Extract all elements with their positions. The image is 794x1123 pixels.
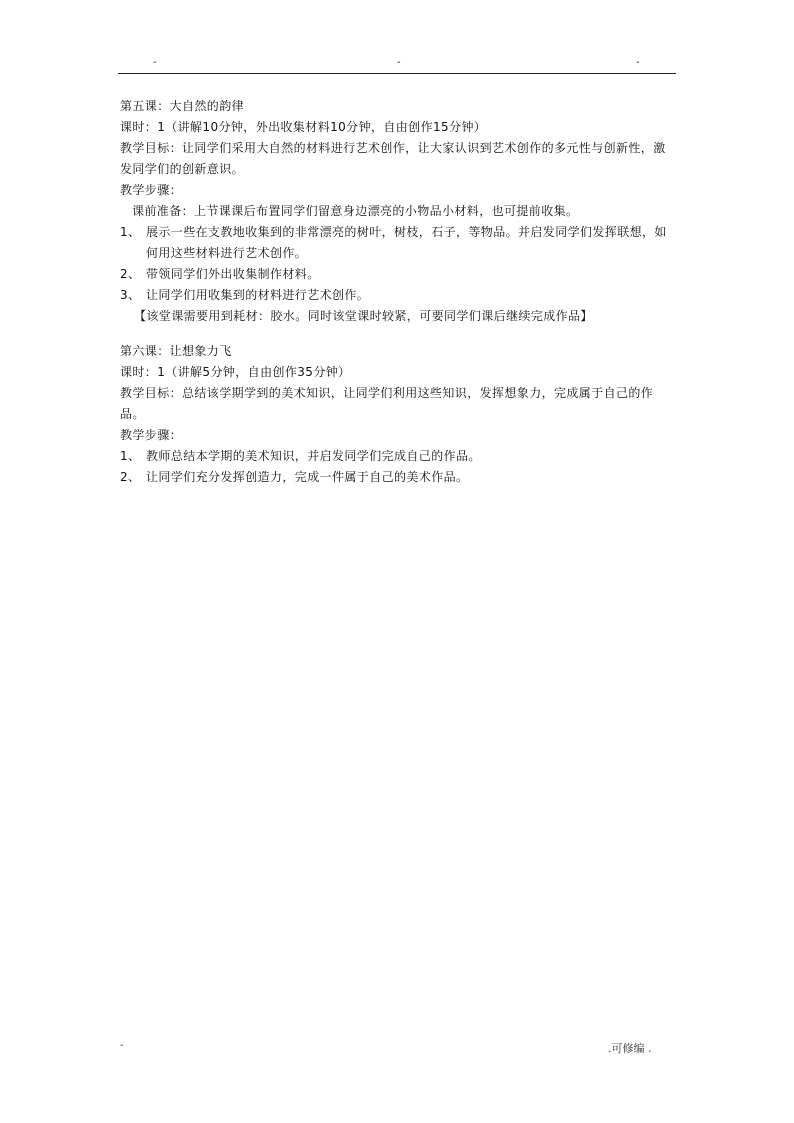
lesson-6-steps-heading: 教学步骤： [120, 428, 183, 442]
lesson-5-section [120, 96, 676, 327]
page-header [118, 55, 676, 74]
lesson-5-hours: 课时：1（讲解10分钟，外出收集材料10分钟，自由创作15分钟） [120, 120, 487, 134]
lesson-6-goal: 教学目标：总结该学期学到的美术知识，让同学们利用这些知识，发挥想象力，完成属于自己的作品。 [120, 386, 654, 421]
section-spacer [120, 327, 676, 341]
step-number: 1、 [120, 449, 141, 463]
header-center-mark: - [397, 57, 401, 68]
lesson-5-preparation: 课前准备：上节课课后布置同学们留意身边漂亮的小物品小材料，也可提前收集。 [132, 204, 579, 218]
step-text: 展示一些在支教地收集到的非常漂亮的树叶，树枝，石子，等物品。并启发同学们发挥联想，如何用这些材料进行艺术创作。 [146, 225, 667, 260]
step-text: 让同学们用收集到的材料进行艺术创作。 [146, 288, 370, 302]
lesson-6-hours: 课时：1（讲解5分钟，自由创作35分钟） [120, 365, 351, 379]
lesson-5-title: 第五课：大自然的韵律 [120, 99, 245, 113]
step-number: 2、 [120, 470, 141, 484]
lesson-5-step [120, 285, 676, 306]
footer-left-mark: - [120, 1040, 124, 1051]
lesson-5-steps-heading: 教学步骤： [120, 183, 183, 197]
step-text: 教师总结本学期的美术知识，并启发同学们完成自己的作品。 [146, 449, 481, 463]
lesson-6-title: 第六课：让想象力飞 [120, 344, 232, 358]
step-number: 3、 [120, 288, 141, 302]
header-left-mark: - [153, 57, 157, 68]
step-number: 2、 [120, 267, 141, 281]
lesson-5-step [120, 264, 676, 285]
lesson-6-section [120, 341, 676, 488]
document-body [120, 96, 676, 488]
lesson-6-step [120, 467, 676, 488]
lesson-5-goal: 教学目标：让同学们采用大自然的材料进行艺术创作，让大家认识到艺术创作的多元性与创新性，激发同学们的创新意识。 [120, 141, 666, 176]
step-text: 带领同学们外出收集制作材料。 [146, 267, 320, 281]
lesson-5-step [120, 222, 676, 264]
footer-editable-note: .可修编 . [608, 1042, 652, 1055]
header-right-mark: - [636, 57, 640, 68]
lesson-5-materials-note: 【该堂课需要用到耗材：胶水。同时该堂课时较紧，可要同学们课后继续完成作品】 [134, 309, 593, 323]
step-number: 1、 [120, 225, 141, 239]
lesson-6-step [120, 446, 676, 467]
step-text: 让同学们充分发挥创造力，完成一件属于自己的美术作品。 [146, 470, 469, 484]
